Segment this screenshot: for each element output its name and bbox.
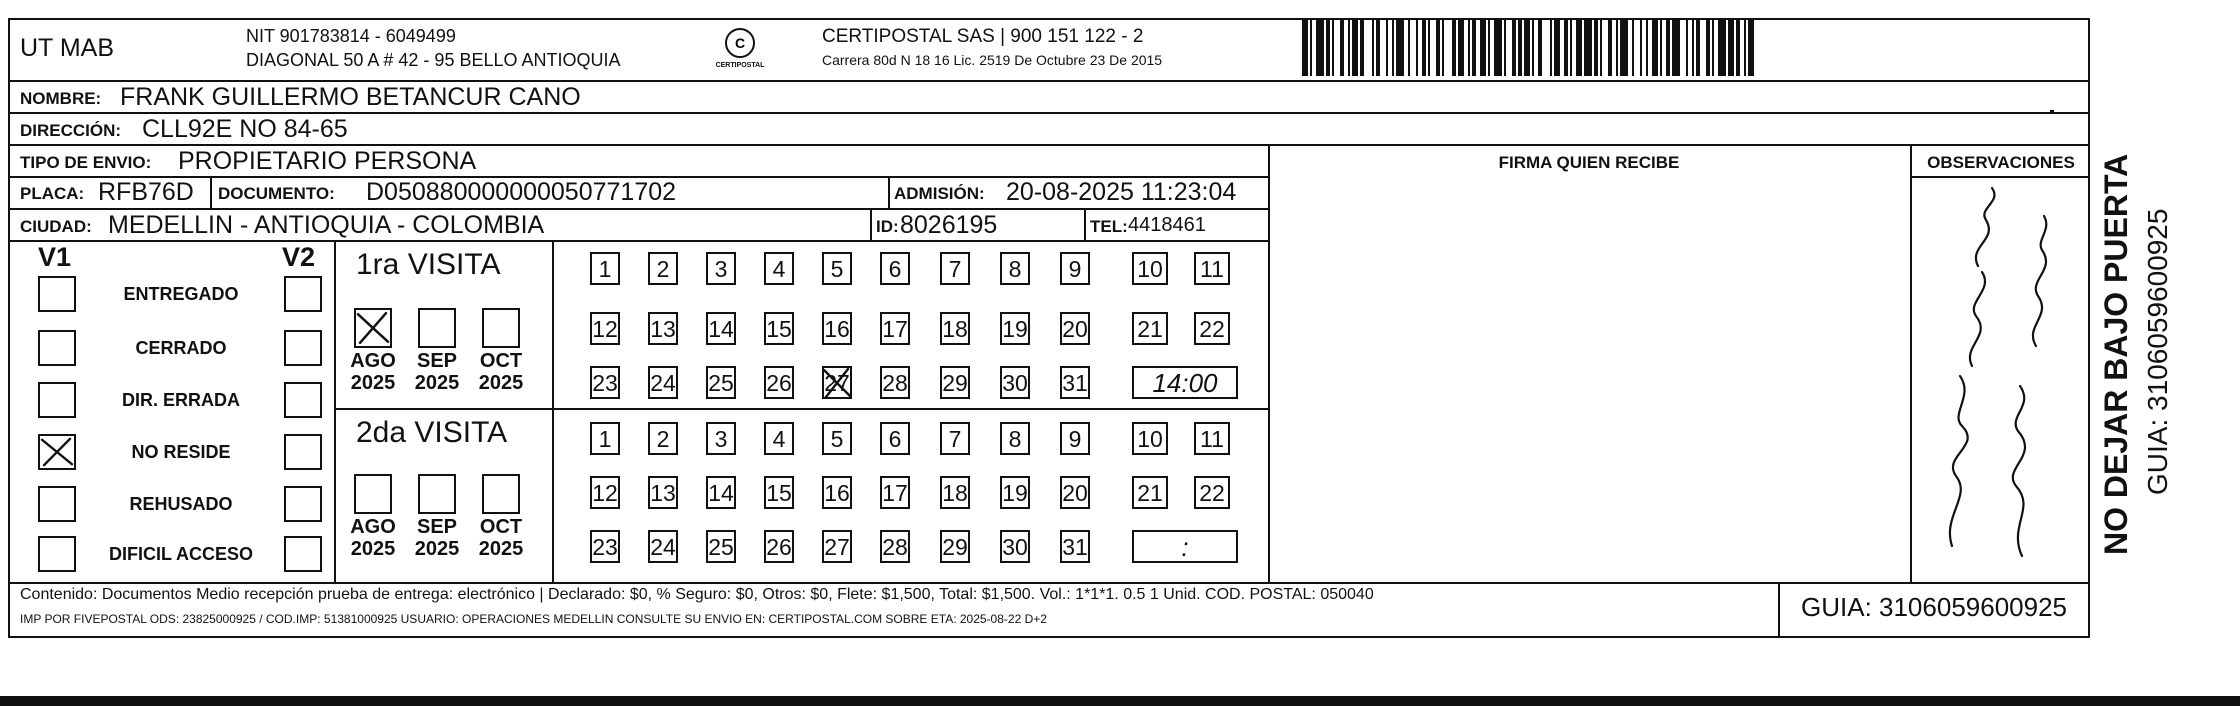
month-label: SEP — [416, 516, 458, 538]
barcode-bar — [1554, 20, 1560, 76]
barcode-bar — [1436, 20, 1440, 76]
barcode-bar — [1666, 20, 1670, 76]
day-box[interactable]: 3 — [706, 422, 736, 455]
barcode-bar — [1538, 20, 1542, 76]
day-box[interactable]: 31 — [1060, 530, 1090, 563]
status-label: DIFICIL ACCESO — [108, 544, 253, 564]
day-box[interactable]: 28 — [880, 366, 910, 399]
day-box[interactable]: 26 — [764, 530, 794, 563]
day-box[interactable]: 30 — [1000, 530, 1030, 563]
side-guia — [2142, 209, 2174, 495]
barcode-bar — [1332, 20, 1334, 76]
day-box[interactable]: 12 — [590, 312, 620, 345]
month-label: OCT — [479, 516, 523, 538]
barcode-bar — [1340, 20, 1344, 76]
day-box[interactable]: 7 — [940, 422, 970, 455]
barcode-bar — [1376, 20, 1380, 76]
barcode-bar — [1748, 20, 1754, 76]
v1-label: V1 — [38, 242, 72, 272]
ciudad-label: CIUDAD: — [20, 217, 92, 236]
day-box[interactable]: 2 — [648, 252, 678, 285]
barcode-bar — [1442, 20, 1444, 76]
barcode-bar — [1616, 20, 1618, 76]
day-box[interactable]: 8 — [1000, 252, 1030, 285]
barcode-bar — [1392, 20, 1394, 76]
status-v1-checkbox[interactable] — [38, 486, 76, 522]
day-box[interactable]: 19 — [1000, 476, 1030, 509]
month-year: 2025 — [414, 538, 460, 560]
barcode-bar — [1518, 20, 1522, 76]
status-label: CERRADO — [135, 338, 227, 358]
day-box[interactable]: 8 — [1000, 422, 1030, 455]
day-box[interactable]: 4 — [764, 422, 794, 455]
day-box[interactable]: 20 — [1060, 312, 1090, 345]
admision-label: ADMISIÓN: — [894, 184, 985, 203]
barcode-bar — [1422, 20, 1426, 76]
barcode-bar — [1480, 20, 1486, 76]
day-box[interactable]: 25 — [706, 366, 736, 399]
status-label: REHUSADO — [129, 494, 233, 514]
ciudad-value: MEDELLIN - ANTIOQUIA - COLOMBIA — [108, 211, 545, 239]
observaciones-header: OBSERVACIONES — [1927, 153, 2075, 172]
month-label: AGO — [350, 516, 396, 538]
barcode-bar — [1686, 20, 1688, 76]
firma-header: FIRMA QUIEN RECIBE — [1498, 153, 1680, 172]
status-v2-checkbox[interactable] — [284, 486, 322, 522]
side-guia-text: GUIA: 3106059600925 — [2142, 208, 2173, 495]
month-checkbox[interactable] — [482, 474, 520, 514]
month-year: 2025 — [478, 372, 524, 394]
stray-mark — [2050, 110, 2054, 112]
svg-text:C: C — [734, 35, 746, 51]
day-box[interactable]: 23 — [590, 366, 620, 399]
direccion-label: DIRECCIÓN: — [20, 121, 122, 140]
day-box[interactable]: 24 — [648, 530, 678, 563]
direccion-value: CLL92E NO 84-65 — [142, 115, 348, 143]
barcode-bar — [1640, 20, 1642, 76]
barcode-bar — [1570, 20, 1572, 76]
day-box[interactable]: 12 — [590, 476, 620, 509]
barcode-bar — [1660, 20, 1662, 76]
barcode-bar — [1584, 20, 1592, 76]
day-box[interactable]: 29 — [940, 366, 970, 399]
day-box[interactable]: 4 — [764, 252, 794, 285]
barcode-bar — [1352, 20, 1358, 76]
day-box[interactable]: 27 — [822, 366, 852, 399]
barcode-bar — [1736, 20, 1740, 76]
barcode-bar — [1472, 20, 1476, 76]
month-checkbox[interactable] — [418, 308, 456, 348]
barcode-bar — [1372, 20, 1374, 76]
placa-value: RFB76D — [98, 178, 194, 206]
barcode-bar — [1632, 20, 1634, 76]
day-box[interactable]: 19 — [1000, 312, 1030, 345]
day-box[interactable]: 29 — [940, 530, 970, 563]
company-license: Carrera 80d N 18 16 Lic. 2519 De Octubre 23 De 2015 — [822, 52, 1163, 68]
month-label: SEP — [416, 350, 458, 372]
barcode-bar — [1428, 20, 1430, 76]
day-box[interactable]: 5 — [822, 252, 852, 285]
day-box[interactable]: 16 — [822, 476, 852, 509]
day-box[interactable]: 11 — [1194, 252, 1230, 285]
day-box[interactable]: 16 — [822, 312, 852, 345]
status-v1-checkbox[interactable] — [38, 536, 76, 572]
day-box[interactable]: 6 — [880, 422, 910, 455]
footer-guia: GUIA: 3106059600925 — [1801, 592, 2067, 622]
month-year: 2025 — [414, 372, 460, 394]
day-box[interactable]: 18 — [940, 312, 970, 345]
status-v1-checkbox[interactable] — [38, 434, 76, 470]
handwritten-observation — [1912, 176, 2090, 582]
day-box[interactable]: 1 — [590, 422, 620, 455]
barcode — [1302, 20, 1934, 76]
day-box[interactable]: 30 — [1000, 366, 1030, 399]
nombre-label: NOMBRE: — [20, 89, 102, 108]
barcode-bar — [1512, 20, 1516, 76]
barcode-bar — [1600, 20, 1602, 76]
day-box[interactable]: 10 — [1132, 252, 1168, 285]
barcode-bar — [1396, 20, 1404, 76]
documento-value: D050880000000050771702 — [366, 178, 677, 206]
day-box[interactable]: 17 — [880, 312, 910, 345]
id-value: 8026195 — [900, 211, 998, 239]
barcode-bar — [1728, 20, 1734, 76]
logo-caption: CERTIPOSTAL — [715, 62, 765, 69]
sender-nit: NIT 901783814 - 6049499 — [246, 26, 456, 46]
visit1-title: 1ra VISITA — [356, 248, 501, 281]
day-box[interactable]: 31 — [1060, 366, 1090, 399]
month-checkbox[interactable] — [354, 474, 392, 514]
day-box[interactable]: 21 — [1132, 476, 1168, 509]
day-box[interactable]: 17 — [880, 476, 910, 509]
status-v1-checkbox[interactable] — [38, 330, 76, 366]
barcode-bar — [1712, 20, 1714, 76]
barcode-bar — [1696, 20, 1700, 76]
barcode-bar — [1652, 20, 1658, 76]
id-label: ID: — [876, 217, 899, 236]
status-v2-checkbox[interactable] — [284, 276, 322, 312]
day-box[interactable]: 27 — [822, 530, 852, 563]
day-box[interactable]: 13 — [648, 312, 678, 345]
time-box[interactable]: : — [1132, 530, 1238, 563]
day-box[interactable]: 2 — [648, 422, 678, 455]
company-name: CERTIPOSTAL SAS | 900 151 122 - 2 — [822, 26, 1144, 47]
barcode-bar — [1576, 20, 1582, 76]
day-box[interactable]: 22 — [1194, 476, 1230, 509]
v2-label: V2 — [282, 242, 316, 272]
month-label: AGO — [350, 350, 396, 372]
certipostal-logo — [712, 26, 768, 74]
barcode-bar — [1672, 20, 1680, 76]
barcode-bar — [1468, 20, 1470, 76]
status-v2-checkbox[interactable] — [284, 434, 322, 470]
day-box[interactable]: 9 — [1060, 422, 1090, 455]
barcode-bar — [1316, 20, 1324, 76]
status-v2-checkbox[interactable] — [284, 382, 322, 418]
day-box[interactable]: 10 — [1132, 422, 1168, 455]
month-checkbox[interactable] — [418, 474, 456, 514]
barcode-bar — [1348, 20, 1350, 76]
barcode-bar — [1564, 20, 1568, 76]
barcode-bar — [1620, 20, 1628, 76]
nombre-value: FRANK GUILLERMO BETANCUR CANO — [120, 83, 581, 111]
day-box[interactable]: 24 — [648, 366, 678, 399]
month-year: 2025 — [478, 538, 524, 560]
tel-value: 4418461 — [1128, 214, 1206, 236]
barcode-bar — [1408, 20, 1410, 76]
barcode-bar — [1706, 20, 1710, 76]
day-box[interactable]: 6 — [880, 252, 910, 285]
day-box[interactable]: 7 — [940, 252, 970, 285]
barcode-bar — [1744, 20, 1746, 76]
sender-name: UT MAB — [20, 34, 114, 62]
day-box[interactable]: 21 — [1132, 312, 1168, 345]
barcode-bar — [1494, 20, 1502, 76]
month-label: OCT — [479, 350, 523, 372]
documento-label: DOCUMENTO: — [218, 184, 335, 203]
day-box[interactable]: 20 — [1060, 476, 1090, 509]
tipo-envio-value: PROPIETARIO PERSONA — [178, 147, 477, 175]
status-v1-checkbox[interactable] — [38, 382, 76, 418]
day-checked-mark — [822, 366, 852, 399]
day-box[interactable]: 14 — [706, 312, 736, 345]
barcode-bar — [1452, 20, 1456, 76]
status-label: DIR. ERRADA — [121, 390, 240, 410]
day-box[interactable]: 23 — [590, 530, 620, 563]
day-box[interactable]: 28 — [880, 530, 910, 563]
day-box[interactable]: 14 — [706, 476, 736, 509]
barcode-bar — [1532, 20, 1534, 76]
day-box[interactable]: 9 — [1060, 252, 1090, 285]
day-box[interactable]: 5 — [822, 422, 852, 455]
day-box[interactable]: 22 — [1194, 312, 1230, 345]
barcode-bar — [1488, 20, 1490, 76]
day-box[interactable]: 18 — [940, 476, 970, 509]
day-box[interactable]: 25 — [706, 530, 736, 563]
day-box[interactable]: 15 — [764, 312, 794, 345]
barcode-bar — [1524, 20, 1530, 76]
day-box[interactable]: 1 — [590, 252, 620, 285]
barcode-bar — [1646, 20, 1648, 76]
barcode-bar — [1504, 20, 1506, 76]
tel-label: TEL: — [1090, 217, 1128, 236]
status-v1-checkbox[interactable] — [38, 276, 76, 312]
barcode-bar — [1594, 20, 1598, 76]
barcode-bar — [1608, 20, 1612, 76]
month-year: 2025 — [350, 372, 396, 394]
barcode-bar — [1326, 20, 1330, 76]
barcode-bar — [1718, 20, 1726, 76]
footer-contenido: Contenido: Documentos Medio recepción prueba de entrega: electrónico | Declarado: $0, % Seguro: $0, Otros: $0, Flete: $1,500, Total: $1,500. Vol.: 1*1*1. 0.5 1 Unid. COD. POSTAL: 050040 — [20, 586, 1374, 603]
month-year: 2025 — [350, 538, 396, 560]
status-v2-checkbox[interactable] — [284, 330, 322, 366]
footer-imp: IMP POR FIVEPOSTAL ODS: 23825000925 / COD.IMP: 51381000925 USUARIO: OPERACIONES MEDELLIN CONSULTE SU ENVIO EN: CERTIPOSTAL.COM SOBRE ETA: 2025-08-22 D+2 — [20, 612, 1047, 626]
day-box[interactable]: 26 — [764, 366, 794, 399]
admision-value: 20-08-2025 11:23:04 — [1006, 178, 1237, 206]
sender-address: DIAGONAL 50 A # 42 - 95 BELLO ANTIOQUIA — [246, 50, 621, 70]
barcode-bar — [1458, 20, 1464, 76]
day-box[interactable]: 3 — [706, 252, 736, 285]
day-box[interactable]: 13 — [648, 476, 678, 509]
bottom-band — [0, 696, 2240, 706]
day-box[interactable]: 15 — [764, 476, 794, 509]
barcode-bar — [1310, 20, 1312, 76]
barcode-bar — [1386, 20, 1388, 76]
tipo-envio-label: TIPO DE ENVIO: — [20, 153, 152, 172]
time-box[interactable]: 14:00 — [1132, 366, 1238, 399]
barcode-bar — [1692, 20, 1694, 76]
side-warning — [2098, 85, 2135, 555]
side-warning-text: NO DEJAR BAJO PUERTA — [2098, 153, 2134, 555]
visit2-title: 2da VISITA — [356, 416, 508, 449]
status-label: ENTREGADO — [123, 284, 239, 304]
barcode-bar — [1302, 20, 1308, 76]
status-v2-checkbox[interactable] — [284, 536, 322, 572]
barcode-bar — [1360, 20, 1364, 76]
month-checkbox[interactable] — [482, 308, 520, 348]
placa-label: PLACA: — [20, 184, 85, 203]
barcode-bar — [1550, 20, 1552, 76]
status-label: NO RESIDE — [131, 442, 231, 462]
month-checkbox[interactable] — [354, 308, 392, 348]
barcode-bar — [1416, 20, 1418, 76]
day-box[interactable]: 11 — [1194, 422, 1230, 455]
